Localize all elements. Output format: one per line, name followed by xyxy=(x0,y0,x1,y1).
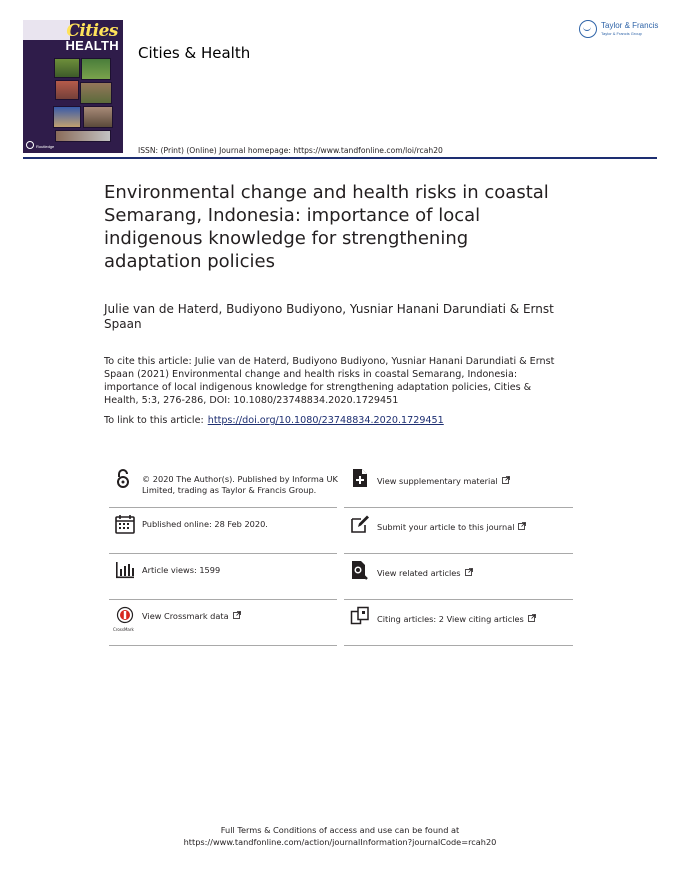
article-authors: Julie van de Haterd, Budiyono Budiyono, Yusniar Hanani Darundiati & Ernst Spaan xyxy=(104,302,554,331)
grid-divider xyxy=(109,645,337,646)
published-date: Published online: 28 Feb 2020. xyxy=(142,519,268,529)
doi-link[interactable]: https://doi.org/10.1080/23748834.2020.1729451 xyxy=(207,415,444,426)
footer-terms-link[interactable]: https://www.tandfonline.com/action/journalInformation?journalCode=rcah20 xyxy=(183,837,497,847)
crossmark-link[interactable] xyxy=(142,611,241,622)
cover-logo-cities: Cities xyxy=(66,21,118,41)
article-title: Environmental change and health risks in coastal Semarang, Indonesia: importance of local indigenous knowledge for strengthening adaptation policies xyxy=(104,182,549,272)
cite-text: Julie van de Haterd, Budiyono Budiyono, Yusniar Hanani Darundiati & Ernst Spaan (2021) Environmental change and health risks in coastal Semarang, Indonesia: importance of local indigenous knowledge for strengthening adaptation policies, Cities & Health, 5:3, 276-286, DOI: 10.1080/23748834.2020.1729451 xyxy=(104,356,555,406)
citing-label: Citing articles: 2 View citing articles xyxy=(377,614,524,624)
open-access-cell xyxy=(109,464,341,510)
views-cell xyxy=(109,556,341,602)
supplementary-cell[interactable] xyxy=(344,464,573,510)
publisher-group: Taylor & Francis Group xyxy=(601,31,642,36)
footer-terms: Full Terms & Conditions of access and use can be found at xyxy=(220,825,460,835)
issn-homepage-line[interactable]: ISSN: (Print) (Online) Journal homepage: https://www.tandfonline.com/loi/rcah20 xyxy=(138,146,443,155)
external-link-icon xyxy=(502,476,510,484)
published-cell xyxy=(109,510,341,556)
journal-title: Cities & Health xyxy=(138,44,251,62)
grid-divider xyxy=(109,507,337,508)
cover-photo xyxy=(81,58,111,80)
bar-chart-icon xyxy=(115,560,135,580)
link-label: To link to this article: xyxy=(104,415,204,426)
supplementary-link[interactable] xyxy=(377,476,510,487)
article-views: Article views: 1599 xyxy=(142,565,221,575)
cover-photo xyxy=(54,58,80,78)
cover-photo xyxy=(80,82,112,104)
related-label: View related articles xyxy=(377,568,461,578)
copyright-text: © 2020 The Author(s). Published by Informa UK Limited, trading as Taylor & Francis Group. xyxy=(142,474,338,495)
edit-icon xyxy=(350,514,370,534)
cover-photo xyxy=(55,80,79,100)
journal-cover[interactable] xyxy=(23,20,123,153)
grid-divider xyxy=(109,599,337,600)
document-plus-icon xyxy=(350,468,370,488)
external-link-icon xyxy=(465,568,473,576)
crossmark-label: View Crossmark data xyxy=(142,611,229,621)
external-link-icon xyxy=(233,611,241,619)
cover-publisher: Routledge xyxy=(36,144,55,149)
citing-cell[interactable] xyxy=(344,602,573,648)
grid-divider xyxy=(109,553,337,554)
external-link-icon xyxy=(528,614,536,622)
citing-link[interactable] xyxy=(377,614,536,625)
external-link-icon xyxy=(518,522,526,530)
crossmark-icon xyxy=(115,606,135,626)
submit-label: Submit your article to this journal xyxy=(377,522,515,532)
citing-documents-icon xyxy=(350,606,370,626)
related-link[interactable] xyxy=(377,568,473,579)
related-cell[interactable] xyxy=(344,556,573,602)
open-access-icon xyxy=(113,469,133,489)
cite-label: To cite this article: xyxy=(104,356,192,367)
supplementary-label: View supplementary material xyxy=(377,476,498,486)
routledge-logo-icon xyxy=(26,141,34,149)
cover-photo xyxy=(55,130,111,142)
grid-divider xyxy=(344,553,573,554)
publisher-name: Taylor & Francis xyxy=(601,21,659,30)
submit-link[interactable] xyxy=(377,522,526,533)
citation-block xyxy=(104,355,564,407)
cover-header-band xyxy=(23,20,70,40)
cover-logo-health: HEALTH xyxy=(65,38,119,53)
grid-divider xyxy=(344,507,573,508)
grid-divider xyxy=(344,645,573,646)
cover-photo xyxy=(53,106,81,128)
crossmark-cell[interactable] xyxy=(109,602,341,648)
article-link-line xyxy=(104,415,444,426)
cover-photo xyxy=(83,106,113,128)
submit-cell[interactable] xyxy=(344,510,573,556)
document-search-icon xyxy=(350,560,370,580)
footer xyxy=(0,824,680,848)
crossmark-badge: CrossMark xyxy=(113,627,134,632)
header-divider xyxy=(23,157,657,159)
calendar-icon xyxy=(115,514,135,534)
grid-divider xyxy=(344,599,573,600)
taylor-francis-icon xyxy=(579,20,597,38)
